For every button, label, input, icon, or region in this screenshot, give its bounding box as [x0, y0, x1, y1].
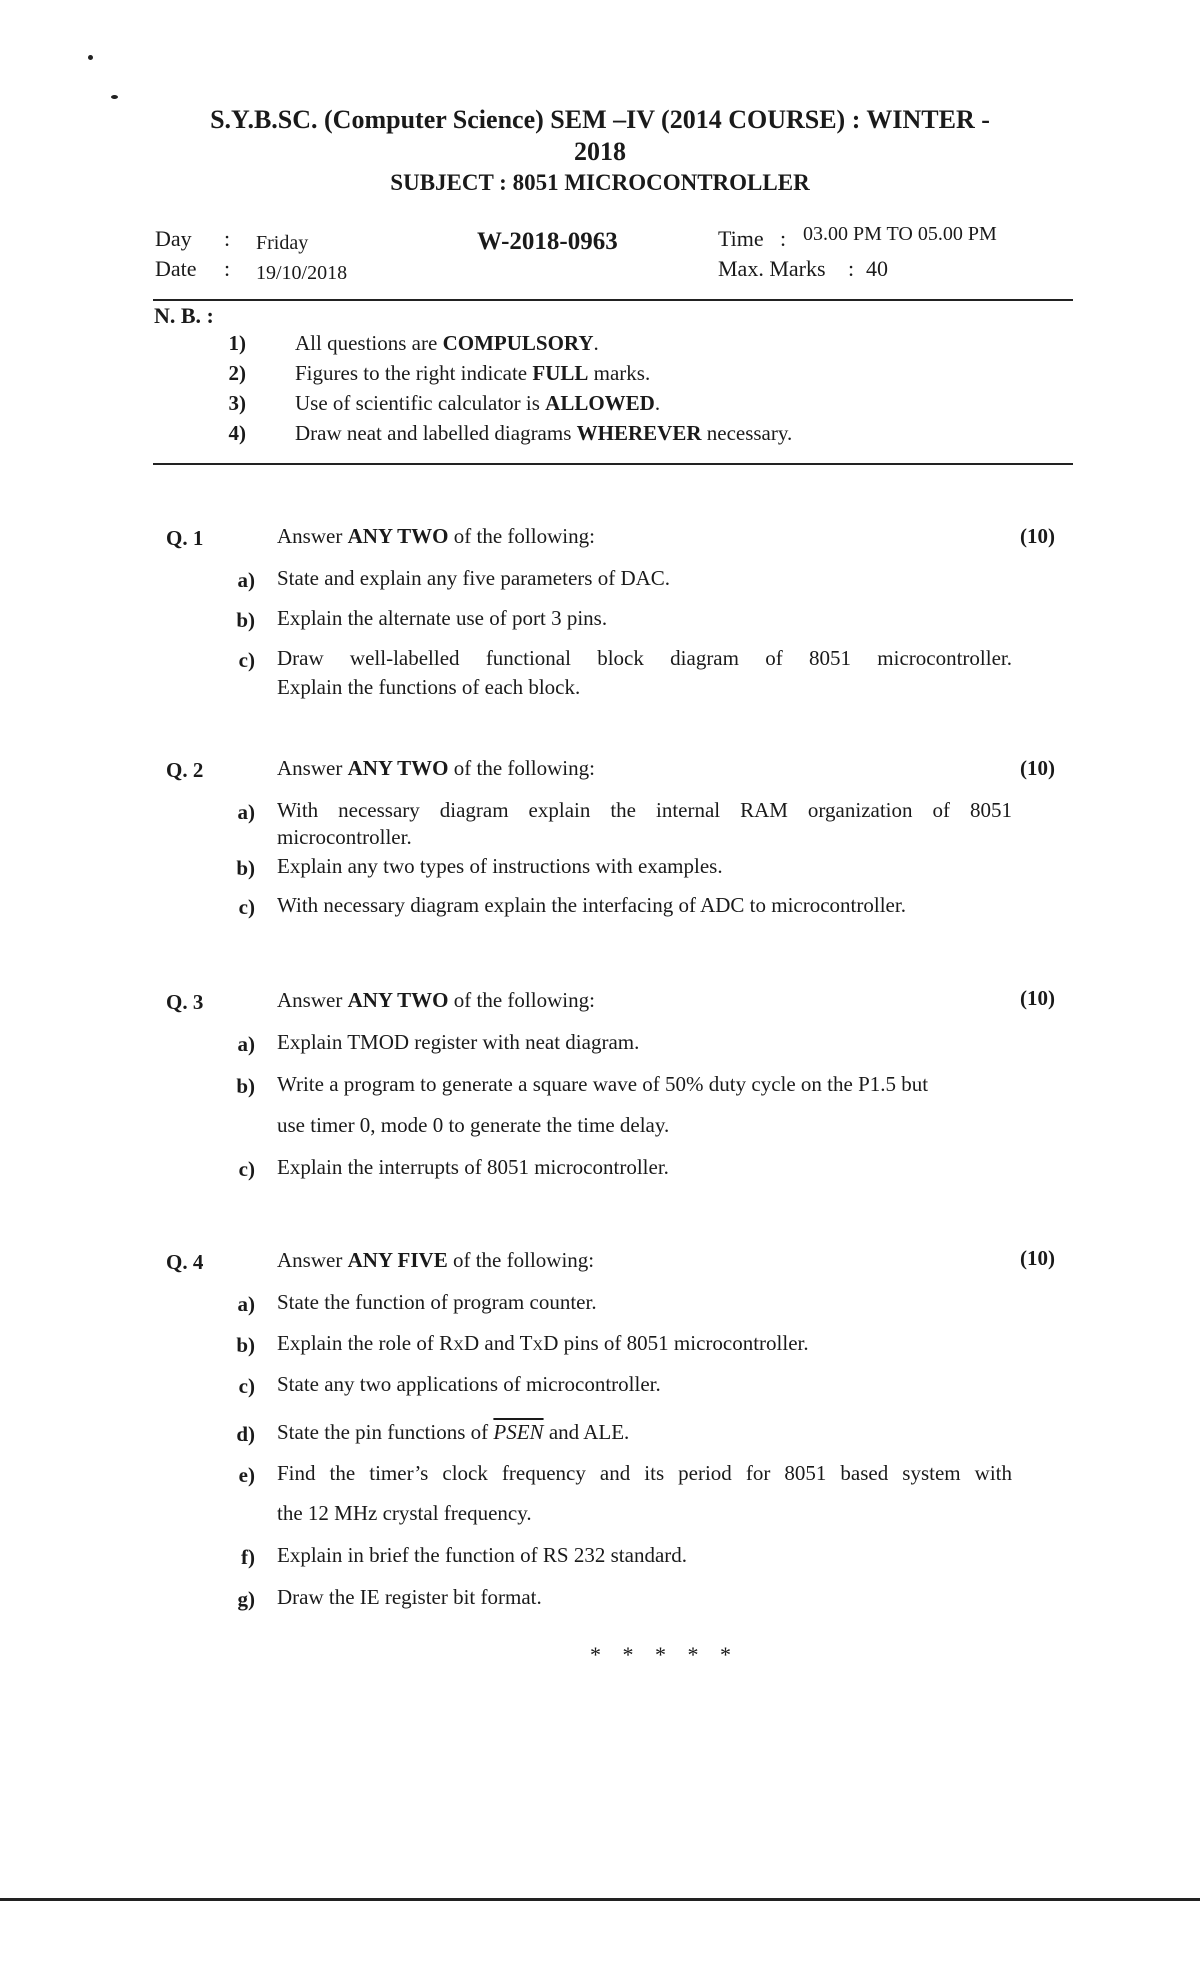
part-label: e): [238, 1463, 255, 1487]
part-label: a): [237, 1032, 255, 1056]
part-text: Find the timer’s clock frequency and its period for 8051 based system with: [277, 1461, 1012, 1485]
time-label: Time: [718, 226, 764, 251]
day-value: Friday: [256, 232, 309, 254]
nb-divider: [153, 463, 1073, 465]
part-label: c): [238, 1157, 255, 1181]
part-text: State and explain any five parameters of DAC.: [277, 566, 671, 590]
nb-item-text: Figures to the right indicate FULL marks.: [295, 361, 651, 385]
question-instruction: Answer ANY TWO of the following:: [277, 756, 595, 780]
date-separator: :: [224, 256, 231, 281]
nb-item-number: 1): [228, 331, 246, 355]
part-text: use timer 0, mode 0 to generate the time delay.: [277, 1113, 670, 1137]
part-text: Draw well-labelled functional block diagram of 8051 microcontroller.: [277, 646, 1012, 670]
question-marks: (10): [1020, 1246, 1055, 1270]
exam-title-line2: 2018: [574, 137, 626, 166]
question-instruction: Answer ANY TWO of the following:: [277, 524, 595, 548]
part-text: Explain TMOD register with neat diagram.: [277, 1030, 640, 1054]
question-marks: (10): [1020, 756, 1055, 780]
paper-code: W-2018-0963: [477, 228, 618, 255]
question-number: Q. 3: [166, 990, 204, 1014]
exam-title-line1: S.Y.B.SC. (Computer Science) SEM –IV (2014 COURSE) : WINTER -: [210, 105, 990, 134]
part-label: a): [237, 568, 255, 592]
part-text: microcontroller.: [277, 825, 412, 849]
part-label: b): [236, 1074, 255, 1098]
part-text: Explain in brief the function of RS 232 standard.: [277, 1543, 688, 1567]
part-label: a): [237, 800, 255, 824]
end-stars: * * * * *: [590, 1642, 739, 1667]
part-label: a): [237, 1292, 255, 1316]
max-marks-value: 40: [866, 256, 888, 281]
max-marks-label: Max. Marks: [718, 256, 826, 281]
date-label: Date: [155, 256, 197, 281]
part-text: Write a program to generate a square wave of 50% duty cycle on the P1.5 but: [277, 1072, 929, 1096]
part-label: b): [236, 1333, 255, 1357]
header-divider: [153, 299, 1073, 301]
part-text: Explain the interrupts of 8051 microcontroller.: [277, 1155, 669, 1179]
part-text: With necessary diagram explain the interfacing of ADC to microcontroller.: [277, 893, 906, 917]
time-separator: :: [780, 226, 787, 251]
nb-title: N. B. :: [154, 303, 214, 328]
part-text: Draw the IE register bit format.: [277, 1585, 542, 1609]
exam-subject: SUBJECT : 8051 MICROCONTROLLER: [390, 170, 810, 195]
question-instruction: Answer ANY FIVE of the following:: [277, 1248, 595, 1272]
question-marks: (10): [1020, 524, 1055, 548]
part-text: Explain any two types of instructions with examples.: [277, 854, 723, 878]
day-separator: :: [224, 226, 231, 251]
part-text: State the pin functions of PSEN and ALE.: [277, 1420, 630, 1444]
part-text: State the function of program counter.: [277, 1290, 597, 1314]
question-number: Q. 4: [166, 1250, 204, 1274]
nb-item-text: Use of scientific calculator is ALLOWED.: [295, 391, 661, 415]
part-text: Explain the role of RXD and TXD pins of 8051 microcontroller.: [277, 1331, 809, 1355]
part-text: the 12 MHz crystal frequency.: [277, 1501, 532, 1525]
part-label: c): [238, 648, 255, 672]
nb-item-number: 2): [228, 361, 246, 385]
date-value: 19/10/2018: [256, 262, 348, 284]
nb-item-text: Draw neat and labelled diagrams WHEREVER necessary.: [295, 421, 793, 445]
part-text: Explain the functions of each block.: [277, 675, 581, 699]
footer-rule: [0, 1898, 1200, 1901]
nb-item-number: 4): [228, 421, 246, 445]
part-label: d): [236, 1422, 255, 1446]
question-number: Q. 2: [166, 758, 204, 782]
part-label: c): [238, 1374, 255, 1398]
max-marks-separator: :: [848, 256, 855, 281]
nb-item-text: All questions are COMPULSORY.: [295, 331, 599, 355]
day-label: Day: [155, 226, 192, 251]
psen-signal: PSEN: [493, 1420, 544, 1444]
part-text: With necessary diagram explain the internal RAM organization of 8051: [277, 798, 1012, 822]
part-label: g): [237, 1587, 255, 1611]
question-marks: (10): [1020, 986, 1055, 1010]
time-value: 03.00 PM TO 05.00 PM: [803, 223, 997, 245]
question-instruction: Answer ANY TWO of the following:: [277, 988, 595, 1012]
part-label: b): [236, 608, 255, 632]
question-number: Q. 1: [166, 526, 204, 550]
scan-speck: [88, 55, 93, 60]
scan-speck: [111, 95, 118, 99]
part-label: b): [236, 856, 255, 880]
part-text: Explain the alternate use of port 3 pins.: [277, 606, 608, 630]
part-label: c): [238, 895, 255, 919]
part-text: State any two applications of microcontroller.: [277, 1372, 661, 1396]
part-label: f): [241, 1545, 255, 1569]
nb-item-number: 3): [228, 391, 246, 415]
